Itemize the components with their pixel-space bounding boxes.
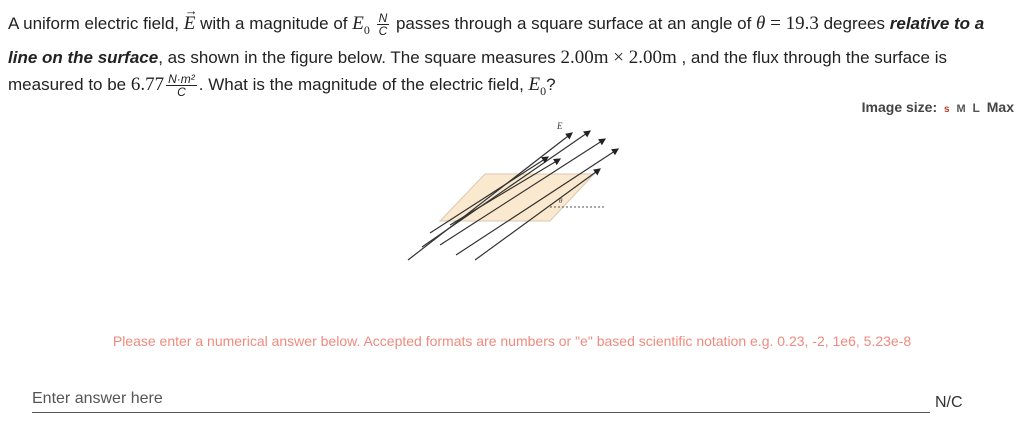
q-text-5: , as shown in the figure below. The square measures: [158, 47, 561, 67]
e0-symbol: $E_0$: [352, 13, 370, 37]
dimensions: 2.00m × 2.00m: [560, 46, 677, 68]
q-text-6: , and the flux through the surface is measured to be: [8, 47, 948, 94]
size-m-button[interactable]: M: [956, 103, 966, 115]
equals-sign: =: [765, 13, 786, 34]
q-text-2: with a magnitude of: [195, 14, 353, 33]
e-vector-symbol: E →: [183, 3, 198, 34]
q-text-1: A uniform electric field,: [8, 14, 184, 33]
theta-label: θ: [559, 197, 563, 205]
angle-value: 19.3: [785, 13, 819, 34]
unit-fraction: $\frac{N}{C}$: [378, 11, 388, 39]
question-text: [8, 3, 1016, 105]
size-s-button[interactable]: s: [944, 104, 950, 115]
electric-field-figure: [400, 115, 620, 265]
vector-e-label: E: [557, 121, 563, 131]
emphasis-text: relative to a line on the surface: [8, 14, 985, 67]
flux-unit-fraction: $\frac{\text{N·m²}}{C}$: [168, 71, 195, 99]
answer-row: [32, 386, 972, 416]
q-text-7: . What is the magnitude of the electric field,: [198, 74, 529, 94]
size-max-button[interactable]: Max: [986, 99, 1014, 115]
q-text-4: degrees: [818, 14, 890, 33]
q-text-3: passes through a square surface at an angle of: [391, 14, 757, 33]
answer-unit: N/C: [935, 394, 963, 411]
e0-symbol-2: $E_0$: [528, 73, 547, 98]
image-size-label: Image size:: [861, 99, 938, 115]
answer-instructions: Please enter a numerical answer below. Accepted formats are numbers or "e" based scientific notation e.g. 0.23, -2, 1e6, 5.23e-8: [112, 333, 912, 349]
answer-input[interactable]: [32, 386, 930, 413]
field-line: [440, 139, 605, 245]
theta-symbol: θ: [756, 13, 766, 34]
image-size-selector: [862, 99, 1014, 115]
q-text-8: ?: [546, 74, 556, 94]
size-l-button[interactable]: L: [972, 101, 980, 115]
flux-value: 6.77: [130, 73, 165, 95]
